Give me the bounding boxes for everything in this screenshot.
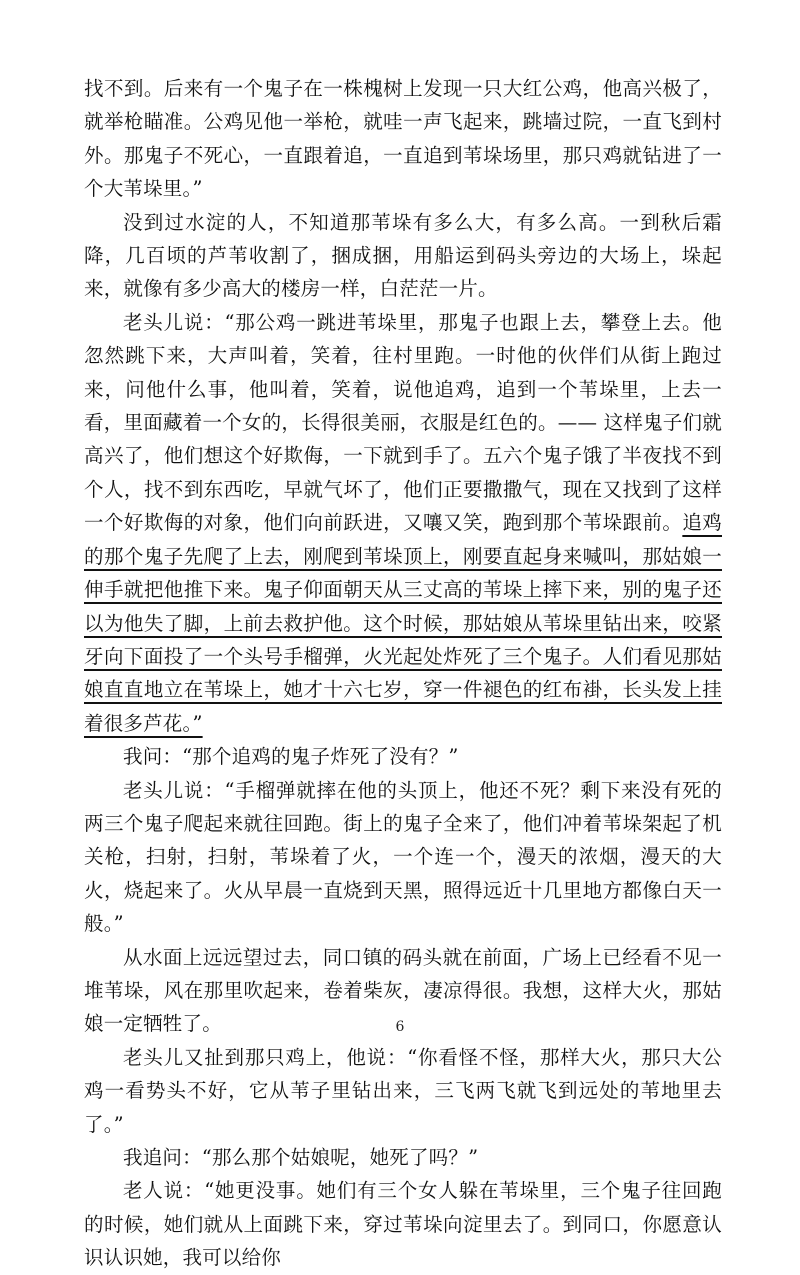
underlined-passage: 追鸡的那个鬼子先爬了上去，刚爬到苇垛顶上，刚要直起身来喊叫，那姑娘一伸手就把他推下来。鬼子仰面朝天从三丈高的苇垛上摔下来，别的鬼子还以为他失了脚，上前去救护他。这个时候，那姑娘从苇垛里钻出来，咬紧牙向下面投了一个头号手榴弹，火光起处炸死了三个鬼子。人们看见那姑娘直直地立在苇垛上，她才十六七岁，穿一件褪色的红布褂，长头发上挂着很多芦花。”	[84, 511, 722, 735]
paragraph-story-continuation: 找不到。后来有一个鬼子在一株槐树上发现一只大红公鸡，他高兴极了，就举枪瞄准。公鸡见他一举枪，就哇一声飞起来，跳墙过院，一直飞到村外。那鬼子不死心，一直跟着追，一直追到苇垛场里，那只鸡就钻进了一个大苇垛里。”	[84, 77, 722, 201]
paragraph-question-1: 我问：“那个追鸡的鬼子炸死了没有？”	[123, 745, 459, 769]
paragraph-rooster: 老头儿又扯到那只鸡上，他说：“你看怪不怪，那样大火，那只大公鸡一看势头不好，它从苇子里钻出来，三飞两飞就飞到远处的苇地里去了。”	[84, 1045, 722, 1136]
paragraph-grenade-answer: 老头儿说：“手榴弹就摔在他的头顶上，他还不死？剩下来没有死的两三个鬼子爬起来就往回跑。街上的鬼子全来了，他们冲着苇垛架起了机关枪，扫射，扫射，苇垛着了火，一个连一个，漫天的浓烟，漫天的大火，烧起来了。火从早晨一直烧到天黑，照得远近十几里地方都像白天一般。”	[84, 778, 722, 936]
paragraph-view-of-dock: 从水面上远远望过去，同口镇的码头就在前面，广场上已经看不见一堆苇垛，风在那里吹起来，卷着柴灰，凄凉得很。我想，这样大火，那姑娘一定牺牲了。	[84, 945, 722, 1036]
paragraph-final-answer: 老人说：“她更没事。她们有三个女人躲在苇垛里，三个鬼子往回跑的时候，她们就从上面跳下来，穿过苇垛向淀里去了。到同口，你愿意认识认识她，我可以给你	[84, 1179, 722, 1270]
paragraph-reed-stacks: 没到过水淀的人，不知道那苇垛有多么大，有多么高。一到秋后霜降，几百顷的芦苇收割了，捆成捆，用船运到码头旁边的大场上，垛起来，就像有多少高大的楼房一样，白茫茫一片。	[84, 210, 722, 301]
paragraph-old-man-story	[84, 306, 722, 740]
paragraph-question-2: 我追问：“那么那个姑娘呢，她死了吗？”	[123, 1146, 479, 1169]
paragraph-plain-text: 老头儿说：“那公鸡一跳进苇垛里，那鬼子也跟上去，攀登上去。他忽然跳下来，大声叫着，笑着，往村里跑。一时他的伙伴们从街上跑过来，问他什么事，他叫着，笑着，说他追鸡，追到一个苇垛里，上去一看，里面藏着一个女的，长得很美丽，衣服是红色的。—— 这样鬼子们就高兴了，他们想这个好欺侮，一下就到手了。五六个鬼子饿了半夜找不到个人，找不到东西吃，早就气坏了，他们正要撒撒气，现在又找到了这样一个好欺侮的对象，他们向前跃进，又嚷又笑，跑到那个苇垛跟前。	[84, 310, 722, 535]
document-body	[84, 72, 722, 1275]
page-number: 6	[395, 1019, 405, 1035]
